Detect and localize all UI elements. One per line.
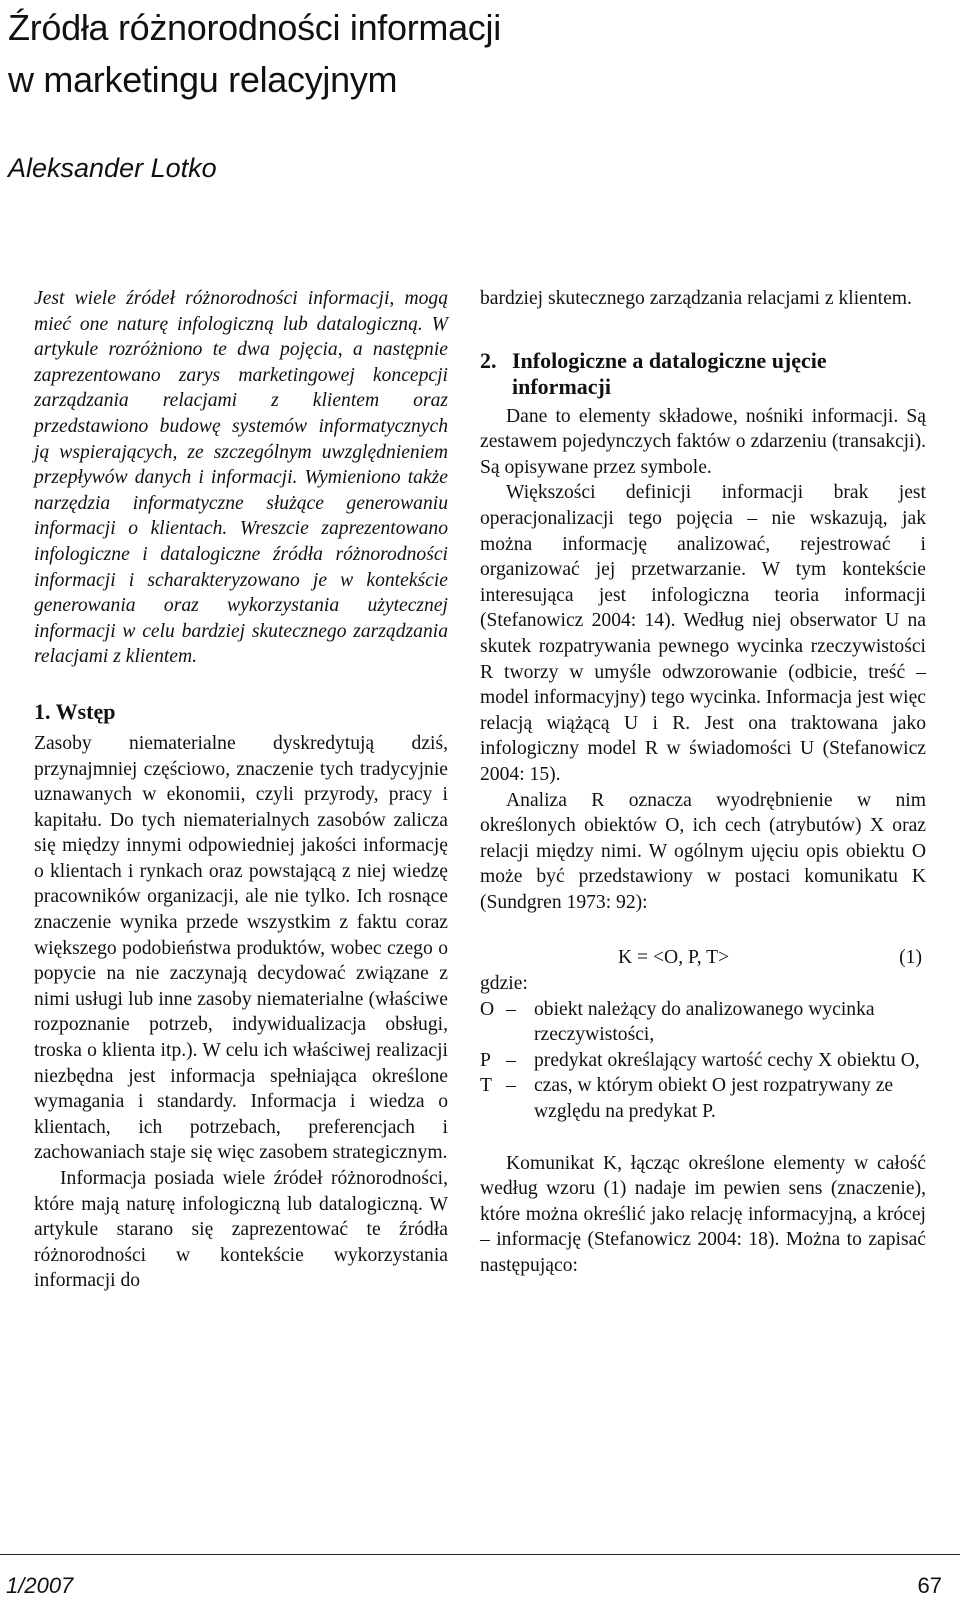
- definition-symbol: T: [480, 1075, 492, 1097]
- title-line-1: Źródła różnorodności informacji: [8, 7, 501, 48]
- definition-text: czas, w którym obiekt O jest rozpatrywany ze względu na predykat P.: [534, 1075, 894, 1123]
- formula-number: (1): [899, 947, 922, 969]
- section-2-paragraph-1: Dane to elementy składowe, nośniki informacji. Są zestawem pojedynczych faktów o zdarzeniu (transakcji). Są opisywane przez symbole.: [480, 405, 926, 478]
- formula-1: [480, 945, 926, 971]
- section-1-paragraph-2: Informacja posiada wiele źródeł różnorodności, które mają naturę infologiczną lub datalogiczną. W artykule starano się zaprezentować te źródła różnorodności w kontekście wykorzystania informacji do: [34, 1168, 448, 1292]
- where-label: gdzie:: [480, 973, 528, 995]
- footer-issue: 1/2007: [6, 1573, 74, 1598]
- continued-paragraph: bardziej skutecznego zarządzania relacjami z klientem.: [480, 288, 912, 309]
- definition-text: obiekt należący do analizowanego wycinka rzeczywistości,: [534, 998, 875, 1046]
- definition-item: [480, 1048, 926, 1074]
- formula-expression: K = <O, P, T>: [618, 947, 730, 969]
- title-line-2: w marketingu relacyjnym: [8, 59, 398, 100]
- definition-text: predykat określający wartość cechy X obiektu O,: [534, 1049, 920, 1071]
- section-2-paragraph-4: Komunikat K, łącząc określone elementy w całość według wzoru (1) nadaje im pewien sens (znaczenie), które można określić jako relację informacyjną, a krócej – informację (Stefanowicz 2004: 18). Można to zapisać następująco:: [480, 1152, 926, 1276]
- section-1-heading: 1. Wstęp: [34, 698, 116, 724]
- section-2-title: Infologiczne a datalogiczne ujęcie informacji: [512, 347, 827, 399]
- definition-dash: –: [506, 1075, 516, 1097]
- definition-symbol: P: [480, 1049, 491, 1071]
- author-name: Aleksander Lotko: [8, 153, 217, 183]
- section-2-paragraph-3: Analiza R oznacza wyodrębnienie w nim określonych obiektów O, ich cech (atrybutów) X oraz relacji między nimi. W ogólnym ujęciu opis obiektu O może być przedstawiony w postaci komunikatu K (Sundgren 1973: 92):: [480, 789, 926, 913]
- definition-item: [480, 997, 926, 1048]
- section-2-paragraph-2: Większości definicji informacji brak jest operacjonalizacji tego pojęcia – nie wskazują, jak można informację analizować, rejestrować i organizować jej przetwarzanie. W tym kontekście interesująca jest infologiczna teoria informacji (Stefanowicz 2004: 14). Według niej obserwator U na skutek rozpatrywania pewnego wycinka rzeczywistości R tworzy w umyśle odwzorowanie (odbicie, treść – model informacyjny) tego wycinka. Informacja jest więc relacją wiążącą U i R. Jest ona traktowana jako infologiczny model R w świadomości U (Stefanowicz 2004: 15).: [480, 482, 926, 785]
- section-2-number: 2.: [480, 347, 497, 373]
- right-column: [480, 286, 926, 1279]
- definition-list: [480, 997, 926, 1125]
- section-1-paragraph-1: Zasoby niematerialne dyskredytują dziś, przynajmniej częściowo, znaczenie tych tradycyjnie uznawanych w ekonomii, czyli przyrody, pracy i kapitału. Do tych niematerialnych zasobów zalicza się między innymi odpowiedniej jakości informację o klientach i rynkach oraz powstającą z niej wiedzę pracowników organizacji, ale nie tylko. Ich rosnące znaczenie wynika przede wszystkim z faktu coraz większego podobieństwa produktów, wobec czego o popycie na nie zaczynają decydować związane z nimi usługi lub inne zasoby niematerialne (właściwe rozpoznanie potrzeb, indywidualizacja obsługi, troska o klienta itp.). W celu ich właściwej realizacji niezbędna jest informacja spełniająca określone wymagania i standardy. Informacja i wiedza o klientach, ich potrzebach, preferencjach i zachowaniach staje się więc zasobem strategicznym.: [34, 732, 448, 1164]
- footer-divider: [0, 1554, 960, 1555]
- definition-item: [480, 1073, 926, 1124]
- abstract: Jest wiele źródeł różnorodności informacji, mogą mieć one naturę infologiczną lub datalogiczną. W artykule rozróżniono te dwa pojęcia, a następnie zaprezentowano zarys marketingowej koncepcji zarządzania relacjami z klientem oraz przedstawiono budowę systemów informatycznych ją wspierających, ze szczególnym uwzględnieniem przepływów danych i informacji. Wymieniono także narzędzia informatyczne służące generowaniu informacji o klientach. Wreszcie zaprezentowano infologiczne i datalogiczne źródła różnorodności informacji i scharakteryzowano je w kontekście generowania oraz wykorzystania użytecznej informacji w celu bardziej skutecznego zarządzania relacjami z klientem.: [34, 288, 448, 668]
- definition-symbol: O: [480, 998, 495, 1020]
- article-title: [8, 2, 908, 106]
- left-column: [34, 286, 448, 1294]
- definition-dash: –: [506, 1049, 516, 1071]
- footer-page-number: 67: [917, 1573, 942, 1598]
- definition-dash: –: [506, 998, 516, 1020]
- section-2-heading: [480, 348, 926, 400]
